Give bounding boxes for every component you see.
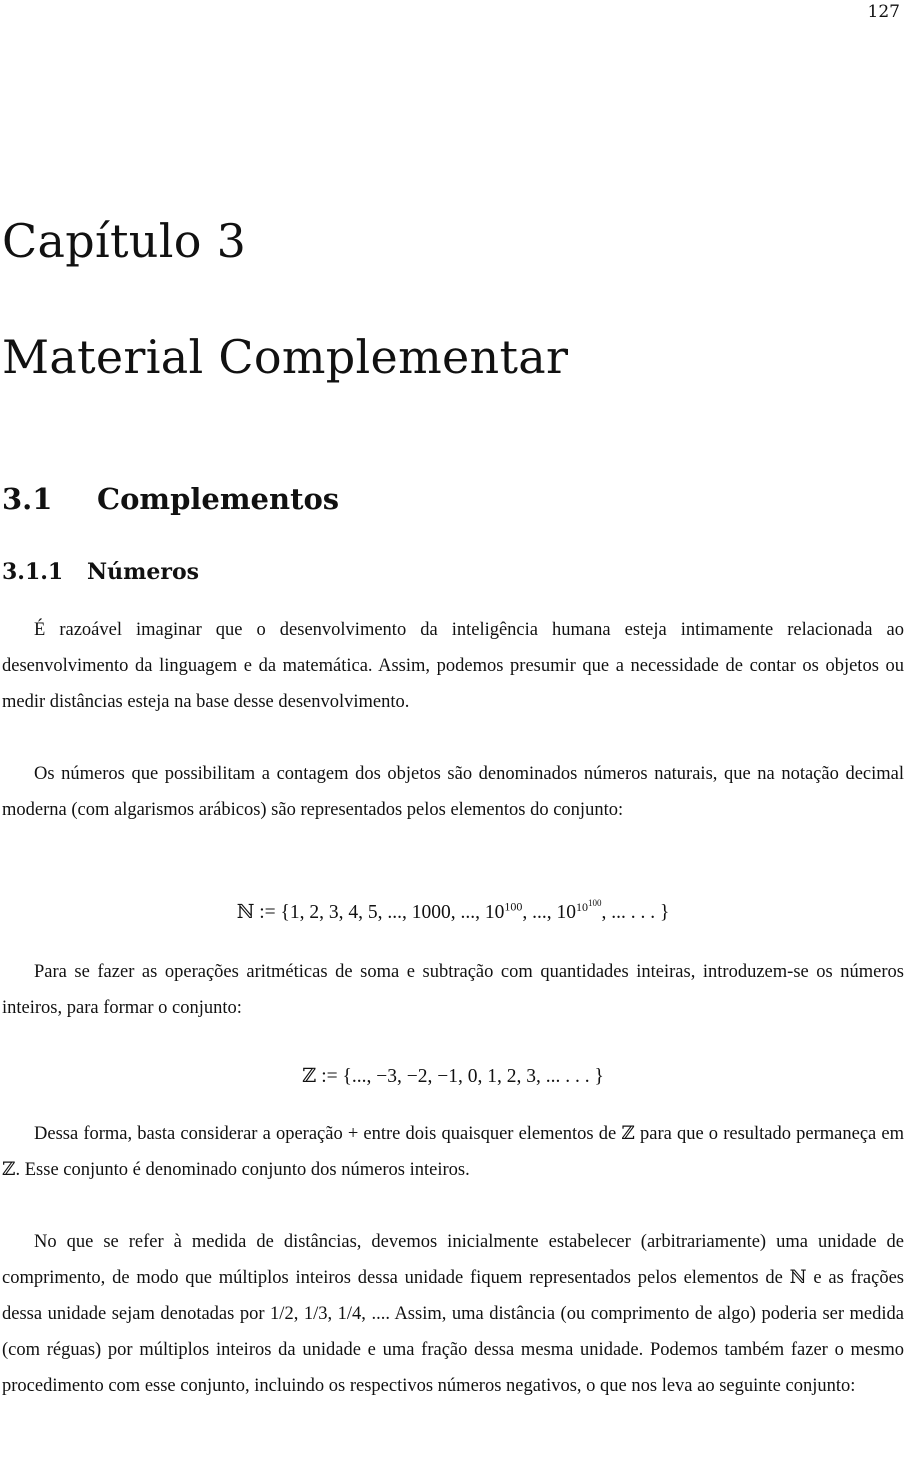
- subsection-title: Números: [87, 559, 200, 585]
- chapter-label: Capítulo 3: [2, 214, 247, 268]
- paragraph-1: É razoável imaginar que o desenvolvimento da inteligência humana esteja intimamente relacionada ao desenvolvimento da linguagem e da matemática. Assim, podemos presumir que a necessidade de contar os objetos ou medir distâncias esteja na base desse desenvolvimento.: [2, 620, 904, 712]
- equation-integers: ℤ := {..., −3, −2, −1, 0, 1, 2, 3, ... . . . }: [302, 1066, 604, 1087]
- paragraph-2: Os números que possibilitam a contagem dos objetos são denominados números naturais, que na notação decimal moderna (com algarismos arábicos) são representados pelos elementos do conjunto:: [2, 764, 904, 820]
- section-number: 3.1: [2, 482, 53, 516]
- paragraph-5: No que se refer à medida de distâncias, devemos inicialmente estabelecer (arbitrariamente) uma unidade de comprimento, de modo que múltiplos inteiros dessa unidade fiquem representados pelos elementos de ℕ e as frações dessa unidade sejam denotadas por 1/2, 1/3, 1/4, .... Assim, uma distância (ou comprimento de algo) poderia ser medida (com réguas) por múltiplos inteiros da unidade e uma fração dessa mesma unidade. Podemos também fazer o mesmo procedimento com esse conjunto, incluindo os respectivos números negativos, o que nos leva ao seguinte conjunto:: [2, 1232, 904, 1396]
- equation-naturals: ℕ := {1, 2, 3, 4, 5, ..., 1000, ..., $10^{100}$, ..., $10^{10^{100}}$, ... . . . }: [236, 897, 670, 923]
- section-title: Complementos: [97, 482, 340, 516]
- page-number: 127: [867, 2, 900, 22]
- subsection-number: 3.1.1: [2, 559, 64, 585]
- subsection-heading: [2, 559, 199, 585]
- chapter-title: Material Complementar: [2, 330, 569, 384]
- paragraph-3: Para se fazer as operações aritméticas de soma e subtração com quantidades inteiras, introduzem-se os números inteiros, para formar o conjunto:: [2, 962, 904, 1018]
- paragraph-4: Dessa forma, basta considerar a operação + entre dois quaisquer elementos de ℤ para que o resultado permaneça em ℤ. Esse conjunto é denominado conjunto dos números inteiros.: [2, 1124, 904, 1180]
- section-heading: [2, 482, 339, 516]
